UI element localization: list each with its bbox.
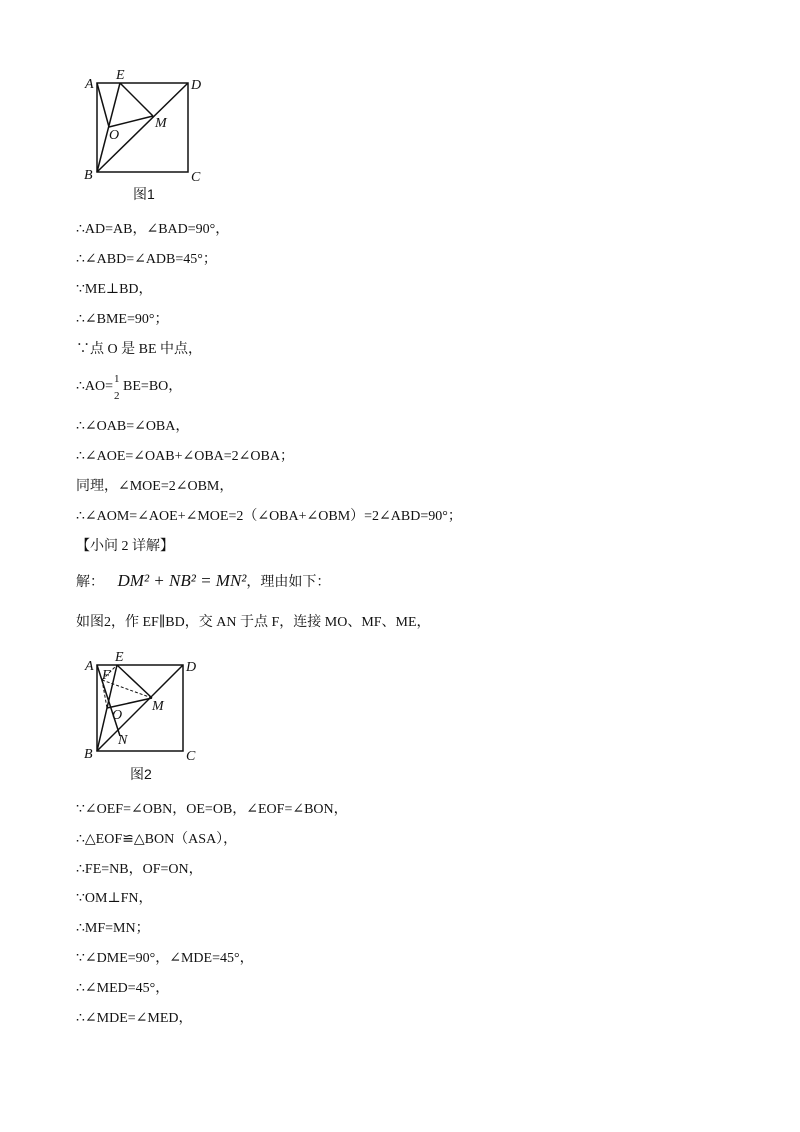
proof-line-6 bbox=[76, 373, 183, 402]
figure-1-diagram bbox=[80, 64, 220, 186]
proof2-line-5: ∴MF=MN； bbox=[76, 921, 150, 936]
fraction-numerator: 1 bbox=[114, 373, 120, 385]
pythagorean-relation: DM² + NB² = MN² bbox=[117, 571, 247, 590]
proof-line-2: ∴∠ABD=∠ADB=45°； bbox=[76, 252, 217, 267]
point-n-label: N bbox=[118, 733, 128, 748]
section-heading: 【小问 2 详解】 bbox=[76, 539, 174, 554]
proof-line-10: ∴∠AOM=∠AOE+∠MOE=2（∠OBA+∠OBM）=2∠ABD=90°； bbox=[76, 509, 462, 524]
point-d-label-2: D bbox=[186, 660, 197, 675]
point-f-label: F bbox=[102, 668, 111, 683]
proof2-line-4: ∵OM⊥FN， bbox=[76, 891, 153, 906]
proof2-line-7: ∴∠MED=45°， bbox=[76, 981, 170, 996]
proof2-line-1: ∵∠OEF=∠OBN，OE=OB，∠EOF=∠BON， bbox=[76, 802, 348, 817]
figure-2-caption: 图2 bbox=[130, 766, 152, 782]
point-c-label-2: C bbox=[186, 749, 196, 764]
proof2-line-2: ∴△EOF≌△BON（ASA）， bbox=[76, 832, 238, 847]
point-d-label: D bbox=[191, 78, 202, 93]
proof-line-3: ∵ME⊥BD， bbox=[76, 282, 153, 297]
point-c-label: C bbox=[191, 170, 201, 185]
proof-line-8: ∴∠AOE=∠OAB+∠OBA=2∠OBA； bbox=[76, 449, 294, 464]
proof-line-6-start: ∴AO= bbox=[76, 379, 114, 394]
proof2-line-6: ∵∠DME=90°，∠MDE=45°， bbox=[76, 951, 254, 966]
segment-ao bbox=[97, 83, 109, 127]
construction-line: 如图2，作 EF∥BD，交 AN 于点 F，连接 MO、MF、ME， bbox=[76, 615, 431, 630]
point-e-label-2: E bbox=[115, 650, 124, 665]
segment-em-2 bbox=[117, 665, 152, 698]
proof2-line-8: ∴∠MDE=∠MED， bbox=[76, 1011, 193, 1026]
solution-line bbox=[76, 572, 330, 592]
point-o-label-2: O bbox=[112, 708, 123, 723]
proof-line-9: 同理，∠MOE=2∠OBM， bbox=[76, 479, 234, 494]
point-a-label-2: A bbox=[85, 659, 94, 674]
proof-line-1: ∴AD=AB，∠BAD=90°， bbox=[76, 222, 230, 237]
point-m-label-2: M bbox=[152, 699, 164, 714]
proof-line-5: ∵点 O 是 BE 中点， bbox=[76, 342, 202, 357]
segment-em bbox=[120, 83, 153, 116]
solution-prefix: 解： bbox=[76, 575, 104, 590]
point-o-label: O bbox=[109, 128, 120, 143]
fraction-denominator: 2 bbox=[114, 390, 120, 402]
point-b-label: B bbox=[84, 168, 93, 183]
proof2-line-3: ∴FE=NB，OF=ON， bbox=[76, 862, 203, 877]
point-m-label: M bbox=[155, 116, 167, 131]
figure-1-caption: 图1 bbox=[133, 186, 155, 202]
proof-line-7: ∴∠OAB=∠OBA， bbox=[76, 419, 190, 434]
point-a-label: A bbox=[85, 77, 94, 92]
figure-1 bbox=[80, 64, 220, 186]
point-b-label-2: B bbox=[84, 747, 93, 762]
solution-suffix: ，理由如下： bbox=[246, 575, 331, 590]
segment-om bbox=[109, 116, 153, 127]
figure-2-diagram bbox=[80, 648, 220, 764]
figure-2 bbox=[80, 648, 220, 764]
point-e-label: E bbox=[116, 68, 125, 83]
proof-line-6-end: BE=BO， bbox=[123, 379, 183, 394]
proof-line-4: ∴∠BME=90°； bbox=[76, 312, 169, 327]
